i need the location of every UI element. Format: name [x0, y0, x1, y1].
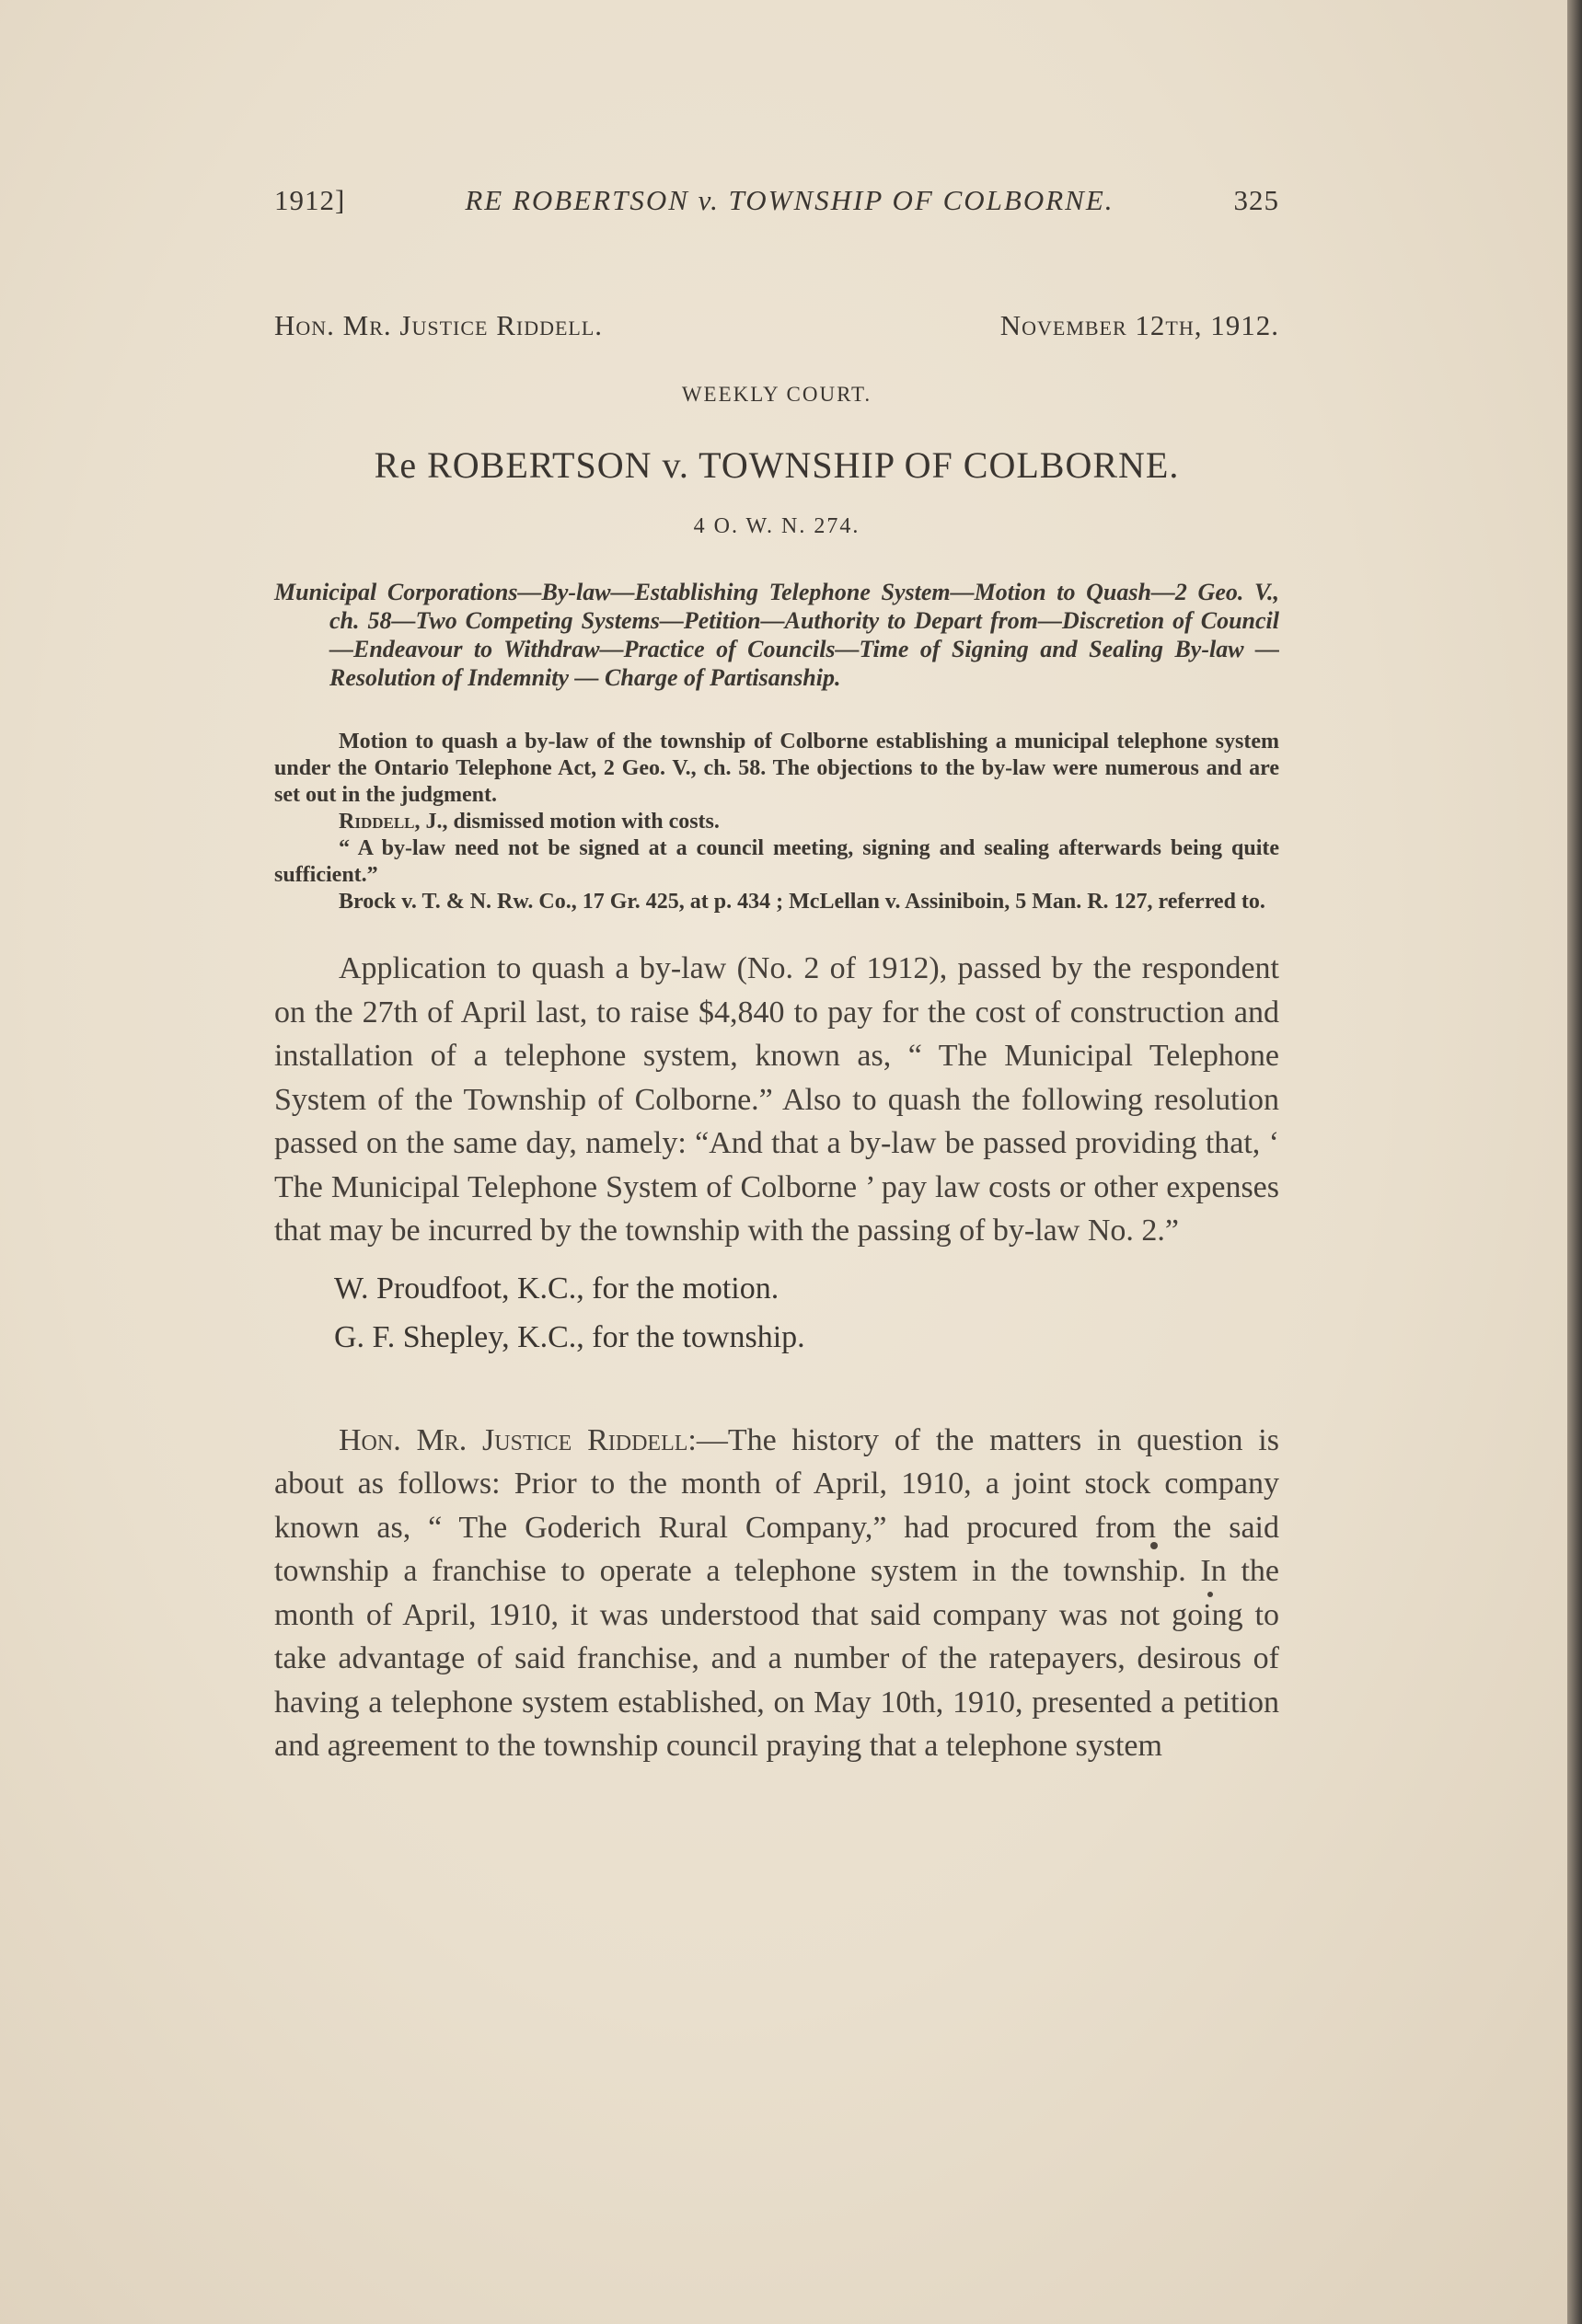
counsel-item: G. F. Shepley, K.C., for the township.: [334, 1319, 805, 1354]
running-head-year: 1912]: [274, 184, 346, 216]
judgment-date: November 12th, 1912.: [999, 309, 1279, 341]
summary-paragraph: “ A by-law need not be signed at a council meeting, signing and sealing afterwards being quite sufficient.”: [274, 836, 1279, 887]
counsel-item: W. Proudfoot, K.C., for the motion.: [334, 1271, 779, 1306]
opinion-body: :—The history of the matters in question is about as follows: Prior to the month of April, 1910, a joint stock company known as, “ The Goderich Rural Company,” had procured from the said township a franchise to operate a telephone system in the township. In the month of April, 1910, it was understood that said company was not going to take advantage of said franchise, and a number of the ratepayers, desirous of having a telephone system established, on May 10th, 1910, presented a petition and agreement to the township council praying that a telephone system: [274, 1422, 1279, 1763]
summary-disposition: , J., dismissed motion with costs.: [414, 810, 720, 834]
summary-judge: Riddell: [339, 810, 415, 834]
opinion-judge: Hon. Mr. Justice Riddell: [339, 1422, 688, 1457]
application-paragraph: [274, 947, 1279, 1253]
judge-name: Hon. Mr. Justice Riddell.: [274, 309, 604, 341]
summary-paragraph: Brock v. T. & N. Rw. Co., 17 Gr. 425, at p. 434 ; McLellan v. Assiniboin, 5 Man. R. 127, referred to.: [339, 890, 1265, 914]
running-head: [274, 184, 1279, 217]
summary-paragraph: [274, 809, 1279, 835]
court-name: WEEKLY COURT.: [681, 383, 872, 406]
page-edge-shadow: [1567, 0, 1582, 2324]
case-title: Re ROBERTSON v. TOWNSHIP OF COLBORNE.: [374, 444, 1180, 486]
opinion-paragraph: [274, 1419, 1279, 1768]
application-text: Application to quash a by-law (No. 2 of 1912), passed by the respondent on the 27th of April last, to raise $4,840 to pay for the cost of construction and installation of a telephone system, known as, “ The Municipal Telephone System of the Township of Colborne.” Also to quash the following resolution passed on the same day, namely: “And that a by-law be passed providing that, ‘ The Municipal Telephone System of Colborne ’ pay law costs or other expenses that may be incurred by the township with the passing of by-law No. 2.”: [274, 951, 1279, 1248]
summary-paragraph: Motion to quash a by-law of the township of Colborne establishing a municipal telephone system under the Ontario Telephone Act, 2 Geo. V., ch. 58. The objections to the by-law were numerous and are set out in the judgment.: [274, 730, 1279, 807]
page-number: 325: [1233, 184, 1279, 216]
judge-line: [274, 309, 1279, 342]
opinion-text: [274, 1419, 1279, 1768]
headnote: Municipal Corporations—By-law—Establishing Telephone System—Motion to Quash—2 Geo. V., ch. 58—Two Competing Systems—Petition—Authority to Depart from—Discretion of Council—Endeavour to Withdraw—Practice of Councils—Time of Signing and Sealing By-law — Resolution of Indemnity — Charge of Partisanship.: [274, 579, 1279, 691]
case-citation: 4 O. W. N. 274.: [693, 514, 860, 538]
counsel-list: [274, 1264, 1279, 1362]
running-head-title: RE ROBERTSON v. TOWNSHIP OF COLBORNE.: [465, 184, 1114, 216]
document-body: [274, 184, 1279, 1768]
case-summary: [274, 729, 1279, 915]
